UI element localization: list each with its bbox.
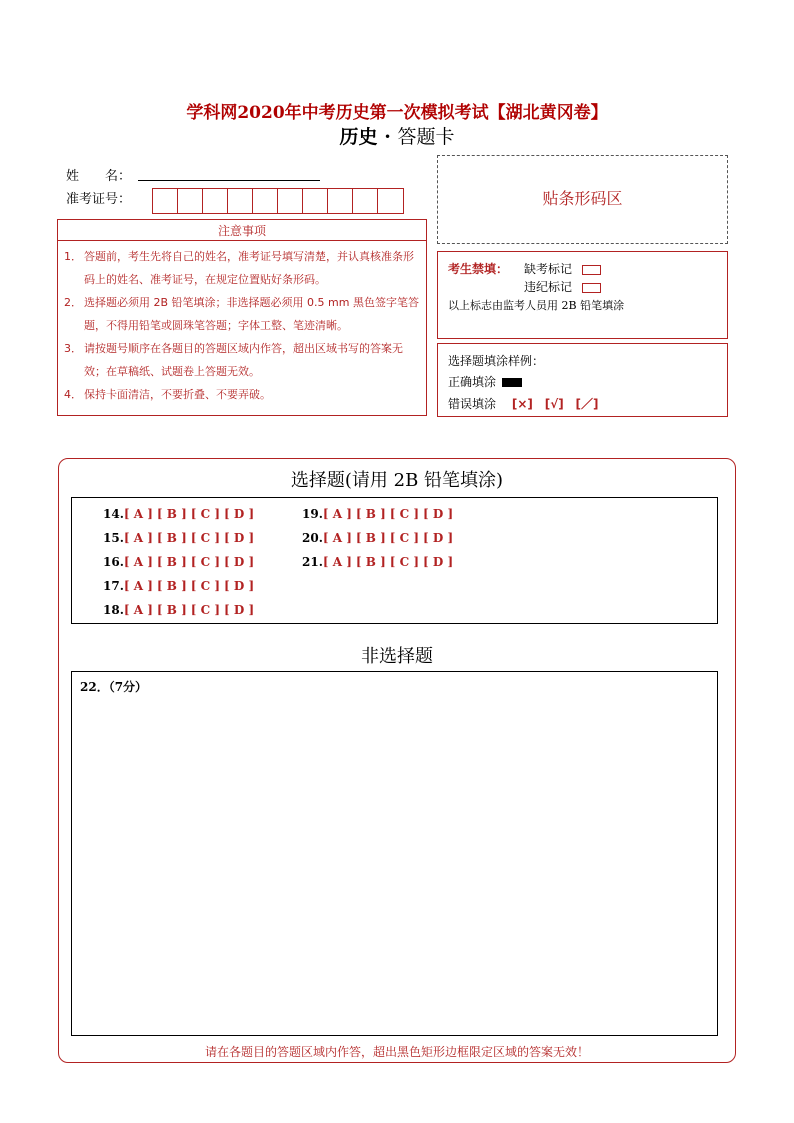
- correct-row: [448, 373, 522, 390]
- question-number: 20.: [302, 531, 323, 545]
- card-label: 答题卡: [397, 126, 455, 148]
- option-c[interactable]: [ C ]: [389, 531, 420, 545]
- option-a[interactable]: [ A ]: [123, 507, 153, 521]
- option-a[interactable]: [ A ]: [123, 531, 153, 545]
- id-digit-box[interactable]: [328, 189, 353, 213]
- mc-question-row: [302, 507, 457, 521]
- id-digit-box[interactable]: [178, 189, 203, 213]
- exam-title: 学科网2020年中考历史第一次模拟考试【湖北黄冈卷】: [186, 103, 608, 123]
- footer-warning: 请在各题目的答题区域内作答，超出黑色矩形边框限定区域的答案无效！: [204, 1045, 589, 1059]
- absent-checkbox[interactable]: [582, 265, 601, 275]
- id-digit-box[interactable]: [153, 189, 178, 213]
- q22-label: 22．（7分）: [80, 680, 148, 694]
- notice-item: [64, 291, 422, 337]
- notice-text: 保持卡面清洁，不要折叠、不要弄破。: [84, 388, 271, 401]
- id-label: 准考证号：: [66, 192, 132, 207]
- notice-number: 2．: [64, 296, 82, 309]
- nonmc-section-title: 非选择题: [361, 646, 433, 667]
- option-d[interactable]: [ D ]: [224, 555, 255, 569]
- option-b[interactable]: [ B ]: [156, 555, 187, 569]
- question-number: 19.: [302, 507, 323, 521]
- violation-row: [524, 278, 601, 295]
- mc-question-row: [103, 555, 258, 569]
- notice-number: 3．: [64, 342, 82, 355]
- option-b[interactable]: [ B ]: [355, 555, 386, 569]
- option-c[interactable]: [ C ]: [190, 579, 221, 593]
- option-c[interactable]: [ C ]: [190, 531, 221, 545]
- absent-label: 缺考标记: [524, 262, 573, 276]
- id-digit-box[interactable]: [253, 189, 278, 213]
- mc-question-row: [103, 531, 258, 545]
- notice-list: [57, 241, 427, 416]
- option-d[interactable]: [ D ]: [224, 603, 255, 617]
- mc-question-row: [103, 603, 258, 617]
- mc-question-row: [302, 531, 457, 545]
- question-number: 21.: [302, 555, 323, 569]
- option-a[interactable]: [ A ]: [322, 507, 352, 521]
- question-number: 18.: [103, 603, 124, 617]
- name-label: 姓 名：: [66, 169, 132, 184]
- option-a[interactable]: [ A ]: [322, 531, 352, 545]
- wrong-label: 错误填涂: [448, 397, 497, 411]
- notice-number: 1．: [64, 250, 82, 263]
- proctor-marks-box: [437, 251, 728, 339]
- mc-question-row: [302, 555, 457, 569]
- notice-item: [64, 245, 422, 291]
- option-b[interactable]: [ B ]: [156, 603, 187, 617]
- subject-label: 历史: [339, 126, 378, 148]
- fill-sample-box: [437, 343, 728, 417]
- violation-checkbox[interactable]: [582, 283, 601, 293]
- option-b[interactable]: [ B ]: [355, 507, 386, 521]
- forbid-note: 以上标志由监考人员用 2B 铅笔填涂: [448, 299, 625, 312]
- barcode-area: [437, 155, 728, 244]
- option-d[interactable]: [ D ]: [423, 507, 454, 521]
- question-number: 17.: [103, 579, 124, 593]
- id-digit-box[interactable]: [303, 189, 328, 213]
- wrong-mark: [／]: [575, 397, 599, 411]
- name-field[interactable]: [138, 180, 320, 181]
- question-number: 15.: [103, 531, 124, 545]
- id-digit-box[interactable]: [378, 189, 403, 213]
- option-d[interactable]: [ D ]: [423, 555, 454, 569]
- forbid-label: 考生禁填：: [448, 262, 509, 276]
- wrong-mark: [√]: [544, 397, 564, 411]
- notice-text: 选择题必须用 2B 铅笔填涂；非选择题必须用 0.5 mm 黑色签字笔答题，不得用铅笔或圆珠笔答题；字体工整、笔迹清晰。: [84, 296, 419, 332]
- notice-text: 请按题号顺序在各题目的答题区域内作答，超出区域书写的答案无效；在草稿纸、试题卷上答题无效。: [84, 342, 403, 378]
- option-b[interactable]: [ B ]: [156, 531, 187, 545]
- option-b[interactable]: [ B ]: [156, 507, 187, 521]
- notice-item: [64, 337, 422, 383]
- option-b[interactable]: [ B ]: [156, 579, 187, 593]
- violation-label: 违纪标记: [524, 280, 573, 294]
- option-d[interactable]: [ D ]: [423, 531, 454, 545]
- notice-text: 答题前，考生先将自己的姓名，准考证号填写清楚，并认真核准条形码上的姓名、准考证号，在规定位置贴好条形码。: [84, 250, 414, 286]
- option-d[interactable]: [ D ]: [224, 579, 255, 593]
- correct-label: 正确填涂: [448, 375, 497, 389]
- option-c[interactable]: [ C ]: [389, 555, 420, 569]
- question-number: 16.: [103, 555, 124, 569]
- notice-number: 4．: [64, 388, 82, 401]
- mc-section-title: 选择题(请用 2B 铅笔填涂): [290, 470, 504, 491]
- exam-id-boxes: [152, 188, 404, 214]
- wrong-row: [448, 395, 599, 412]
- option-c[interactable]: [ C ]: [190, 507, 221, 521]
- option-a[interactable]: [ A ]: [123, 555, 153, 569]
- option-c[interactable]: [ C ]: [389, 507, 420, 521]
- id-digit-box[interactable]: [228, 189, 253, 213]
- option-b[interactable]: [ B ]: [355, 531, 386, 545]
- notice-title: 注意事项: [57, 219, 427, 241]
- sample-title: 选择题填涂样例：: [448, 354, 545, 368]
- option-c[interactable]: [ C ]: [190, 555, 221, 569]
- mc-question-row: [103, 507, 258, 521]
- id-digit-box[interactable]: [203, 189, 228, 213]
- separator-dot: ·: [384, 126, 391, 148]
- wrong-mark: [×]: [511, 397, 533, 411]
- correct-fill-mark: [502, 378, 522, 387]
- id-digit-box[interactable]: [353, 189, 378, 213]
- absent-row: [524, 260, 601, 277]
- option-a[interactable]: [ A ]: [123, 603, 153, 617]
- option-a[interactable]: [ A ]: [123, 579, 153, 593]
- option-c[interactable]: [ C ]: [190, 603, 221, 617]
- id-digit-box[interactable]: [278, 189, 303, 213]
- option-d[interactable]: [ D ]: [224, 507, 255, 521]
- mc-question-row: [103, 579, 258, 593]
- card-title: [0, 122, 794, 149]
- q22-answer-box[interactable]: [71, 671, 718, 1036]
- option-a[interactable]: [ A ]: [322, 555, 352, 569]
- question-number: 14.: [103, 507, 124, 521]
- option-d[interactable]: [ D ]: [224, 531, 255, 545]
- barcode-label: 贴条形码区: [542, 189, 623, 208]
- notice-item: [64, 383, 422, 406]
- mc-answer-box: [71, 497, 718, 624]
